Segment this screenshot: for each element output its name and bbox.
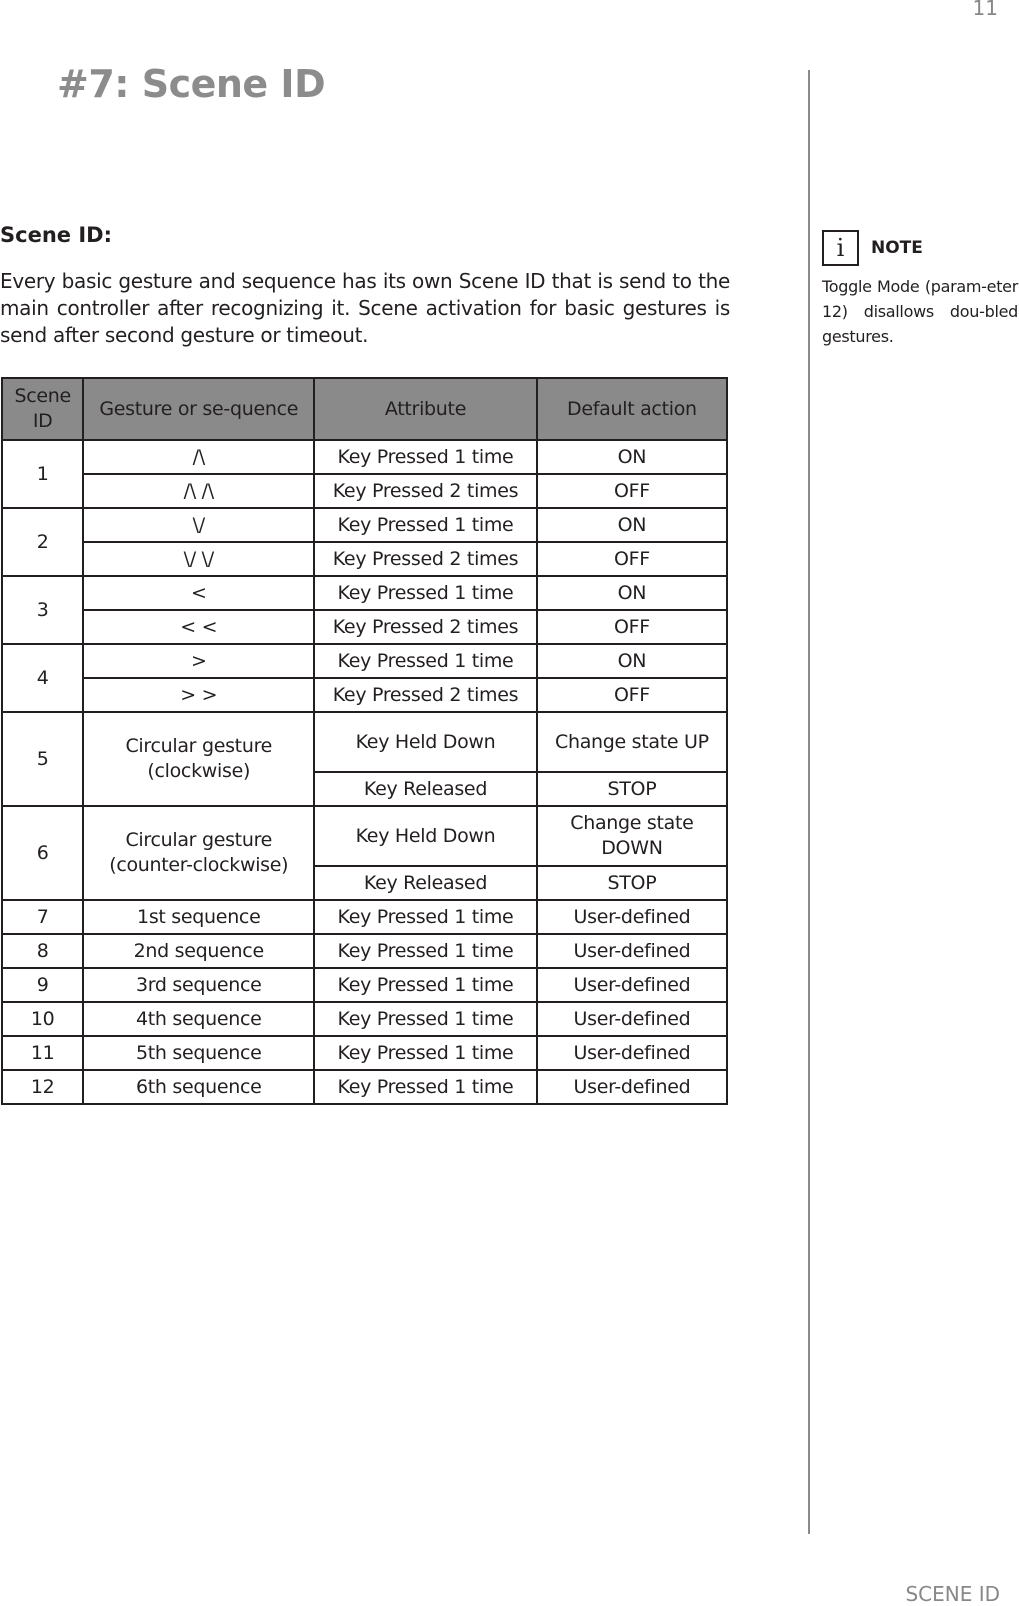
scene-id-cell: 7 — [2, 900, 83, 934]
attribute-cell: Key Pressed 1 time — [314, 900, 537, 934]
table-row — [2, 440, 727, 474]
gesture-cell: 2nd sequence — [83, 934, 314, 968]
header-scene-id: Scene ID — [2, 378, 83, 440]
action-cell: ON — [537, 508, 727, 542]
table-row — [2, 934, 727, 968]
table-row — [2, 1036, 727, 1070]
table-row — [2, 806, 727, 866]
attribute-cell: Key Pressed 1 time — [314, 508, 537, 542]
column-divider — [808, 70, 810, 1534]
attribute-cell: Key Pressed 2 times — [314, 542, 537, 576]
gesture-cell: 6th sequence — [83, 1070, 314, 1104]
gesture-cell: /\ /\ — [83, 474, 314, 508]
page-title: #7: Scene ID — [57, 62, 326, 106]
table-row — [2, 968, 727, 1002]
action-cell: ON — [537, 440, 727, 474]
action-cell: User-defined — [537, 1036, 727, 1070]
table-row — [2, 576, 727, 610]
page-number: 11 — [972, 0, 998, 20]
footer-section-label: SCENE ID — [905, 1582, 1000, 1606]
scene-id-cell: 8 — [2, 934, 83, 968]
attribute-cell: Key Pressed 2 times — [314, 610, 537, 644]
scene-id-cell: 11 — [2, 1036, 83, 1070]
action-cell: ON — [537, 576, 727, 610]
gesture-cell: \/ \/ — [83, 542, 314, 576]
gesture-cell: /\ — [83, 440, 314, 474]
info-icon: i — [822, 230, 859, 266]
action-cell: OFF — [537, 678, 727, 712]
scene-id-cell: 1 — [2, 440, 83, 508]
action-cell: OFF — [537, 474, 727, 508]
section-heading: Scene ID: — [0, 223, 112, 247]
attribute-cell: Key Pressed 1 time — [314, 440, 537, 474]
attribute-cell: Key Held Down — [314, 806, 537, 866]
attribute-cell: Key Pressed 1 time — [314, 644, 537, 678]
scene-id-cell: 4 — [2, 644, 83, 712]
table-row — [2, 1070, 727, 1104]
scene-id-table — [1, 377, 728, 1105]
gesture-cell: 5th sequence — [83, 1036, 314, 1070]
note-text: Toggle Mode (param-eter 12) disallows dou-bled gestures. — [822, 277, 1018, 346]
action-cell: User-defined — [537, 1002, 727, 1036]
gesture-cell: 1st sequence — [83, 900, 314, 934]
attribute-cell: Key Held Down — [314, 712, 537, 772]
note-box — [822, 230, 1019, 349]
scene-id-cell: 6 — [2, 806, 83, 900]
action-cell: OFF — [537, 610, 727, 644]
action-cell: STOP — [537, 772, 727, 806]
action-cell: STOP — [537, 866, 727, 900]
attribute-cell: Key Pressed 1 time — [314, 576, 537, 610]
action-cell: User-defined — [537, 900, 727, 934]
action-cell: ON — [537, 644, 727, 678]
header-default-action: Default action — [537, 378, 727, 440]
attribute-cell: Key Released — [314, 772, 537, 806]
attribute-cell: Key Pressed 1 time — [314, 1036, 537, 1070]
table-row — [2, 508, 727, 542]
gesture-cell: > — [83, 644, 314, 678]
note-title: NOTE — [871, 238, 923, 258]
attribute-cell: Key Pressed 2 times — [314, 678, 537, 712]
attribute-cell: Key Pressed 1 time — [314, 934, 537, 968]
table-row — [2, 1002, 727, 1036]
table-row — [2, 678, 727, 712]
scene-id-cell: 10 — [2, 1002, 83, 1036]
attribute-cell: Key Released — [314, 866, 537, 900]
attribute-cell: Key Pressed 2 times — [314, 474, 537, 508]
scene-id-cell: 3 — [2, 576, 83, 644]
attribute-cell: Key Pressed 1 time — [314, 1070, 537, 1104]
gesture-cell: 3rd sequence — [83, 968, 314, 1002]
header-gesture: Gesture or se-quence — [83, 378, 314, 440]
scene-id-cell: 2 — [2, 508, 83, 576]
action-cell: Change state UP — [537, 712, 727, 772]
action-cell: OFF — [537, 542, 727, 576]
table-row — [2, 900, 727, 934]
action-cell: Change state DOWN — [537, 806, 727, 866]
table-row — [2, 610, 727, 644]
table-row — [2, 712, 727, 772]
intro-paragraph: Every basic gesture and sequence has its own Scene ID that is send to the main controller after recognizing it. Scene activation for basic gestures is send after second gesture or timeout. — [0, 269, 730, 347]
table-row — [2, 644, 727, 678]
attribute-cell: Key Pressed 1 time — [314, 968, 537, 1002]
scene-id-cell: 9 — [2, 968, 83, 1002]
gesture-cell: Circular gesture (clockwise) — [83, 712, 314, 806]
table-row — [2, 542, 727, 576]
gesture-cell: Circular gesture (counter-clockwise) — [83, 806, 314, 900]
table-header-row — [2, 378, 727, 440]
gesture-cell: < < — [83, 610, 314, 644]
note-header — [822, 230, 1019, 266]
action-cell: User-defined — [537, 934, 727, 968]
gesture-cell: 4th sequence — [83, 1002, 314, 1036]
gesture-cell: > > — [83, 678, 314, 712]
action-cell: User-defined — [537, 1070, 727, 1104]
table-row — [2, 474, 727, 508]
header-attribute: Attribute — [314, 378, 537, 440]
scene-id-cell: 5 — [2, 712, 83, 806]
gesture-cell: \/ — [83, 508, 314, 542]
scene-id-cell: 12 — [2, 1070, 83, 1104]
gesture-cell: < — [83, 576, 314, 610]
attribute-cell: Key Pressed 1 time — [314, 1002, 537, 1036]
action-cell: User-defined — [537, 968, 727, 1002]
